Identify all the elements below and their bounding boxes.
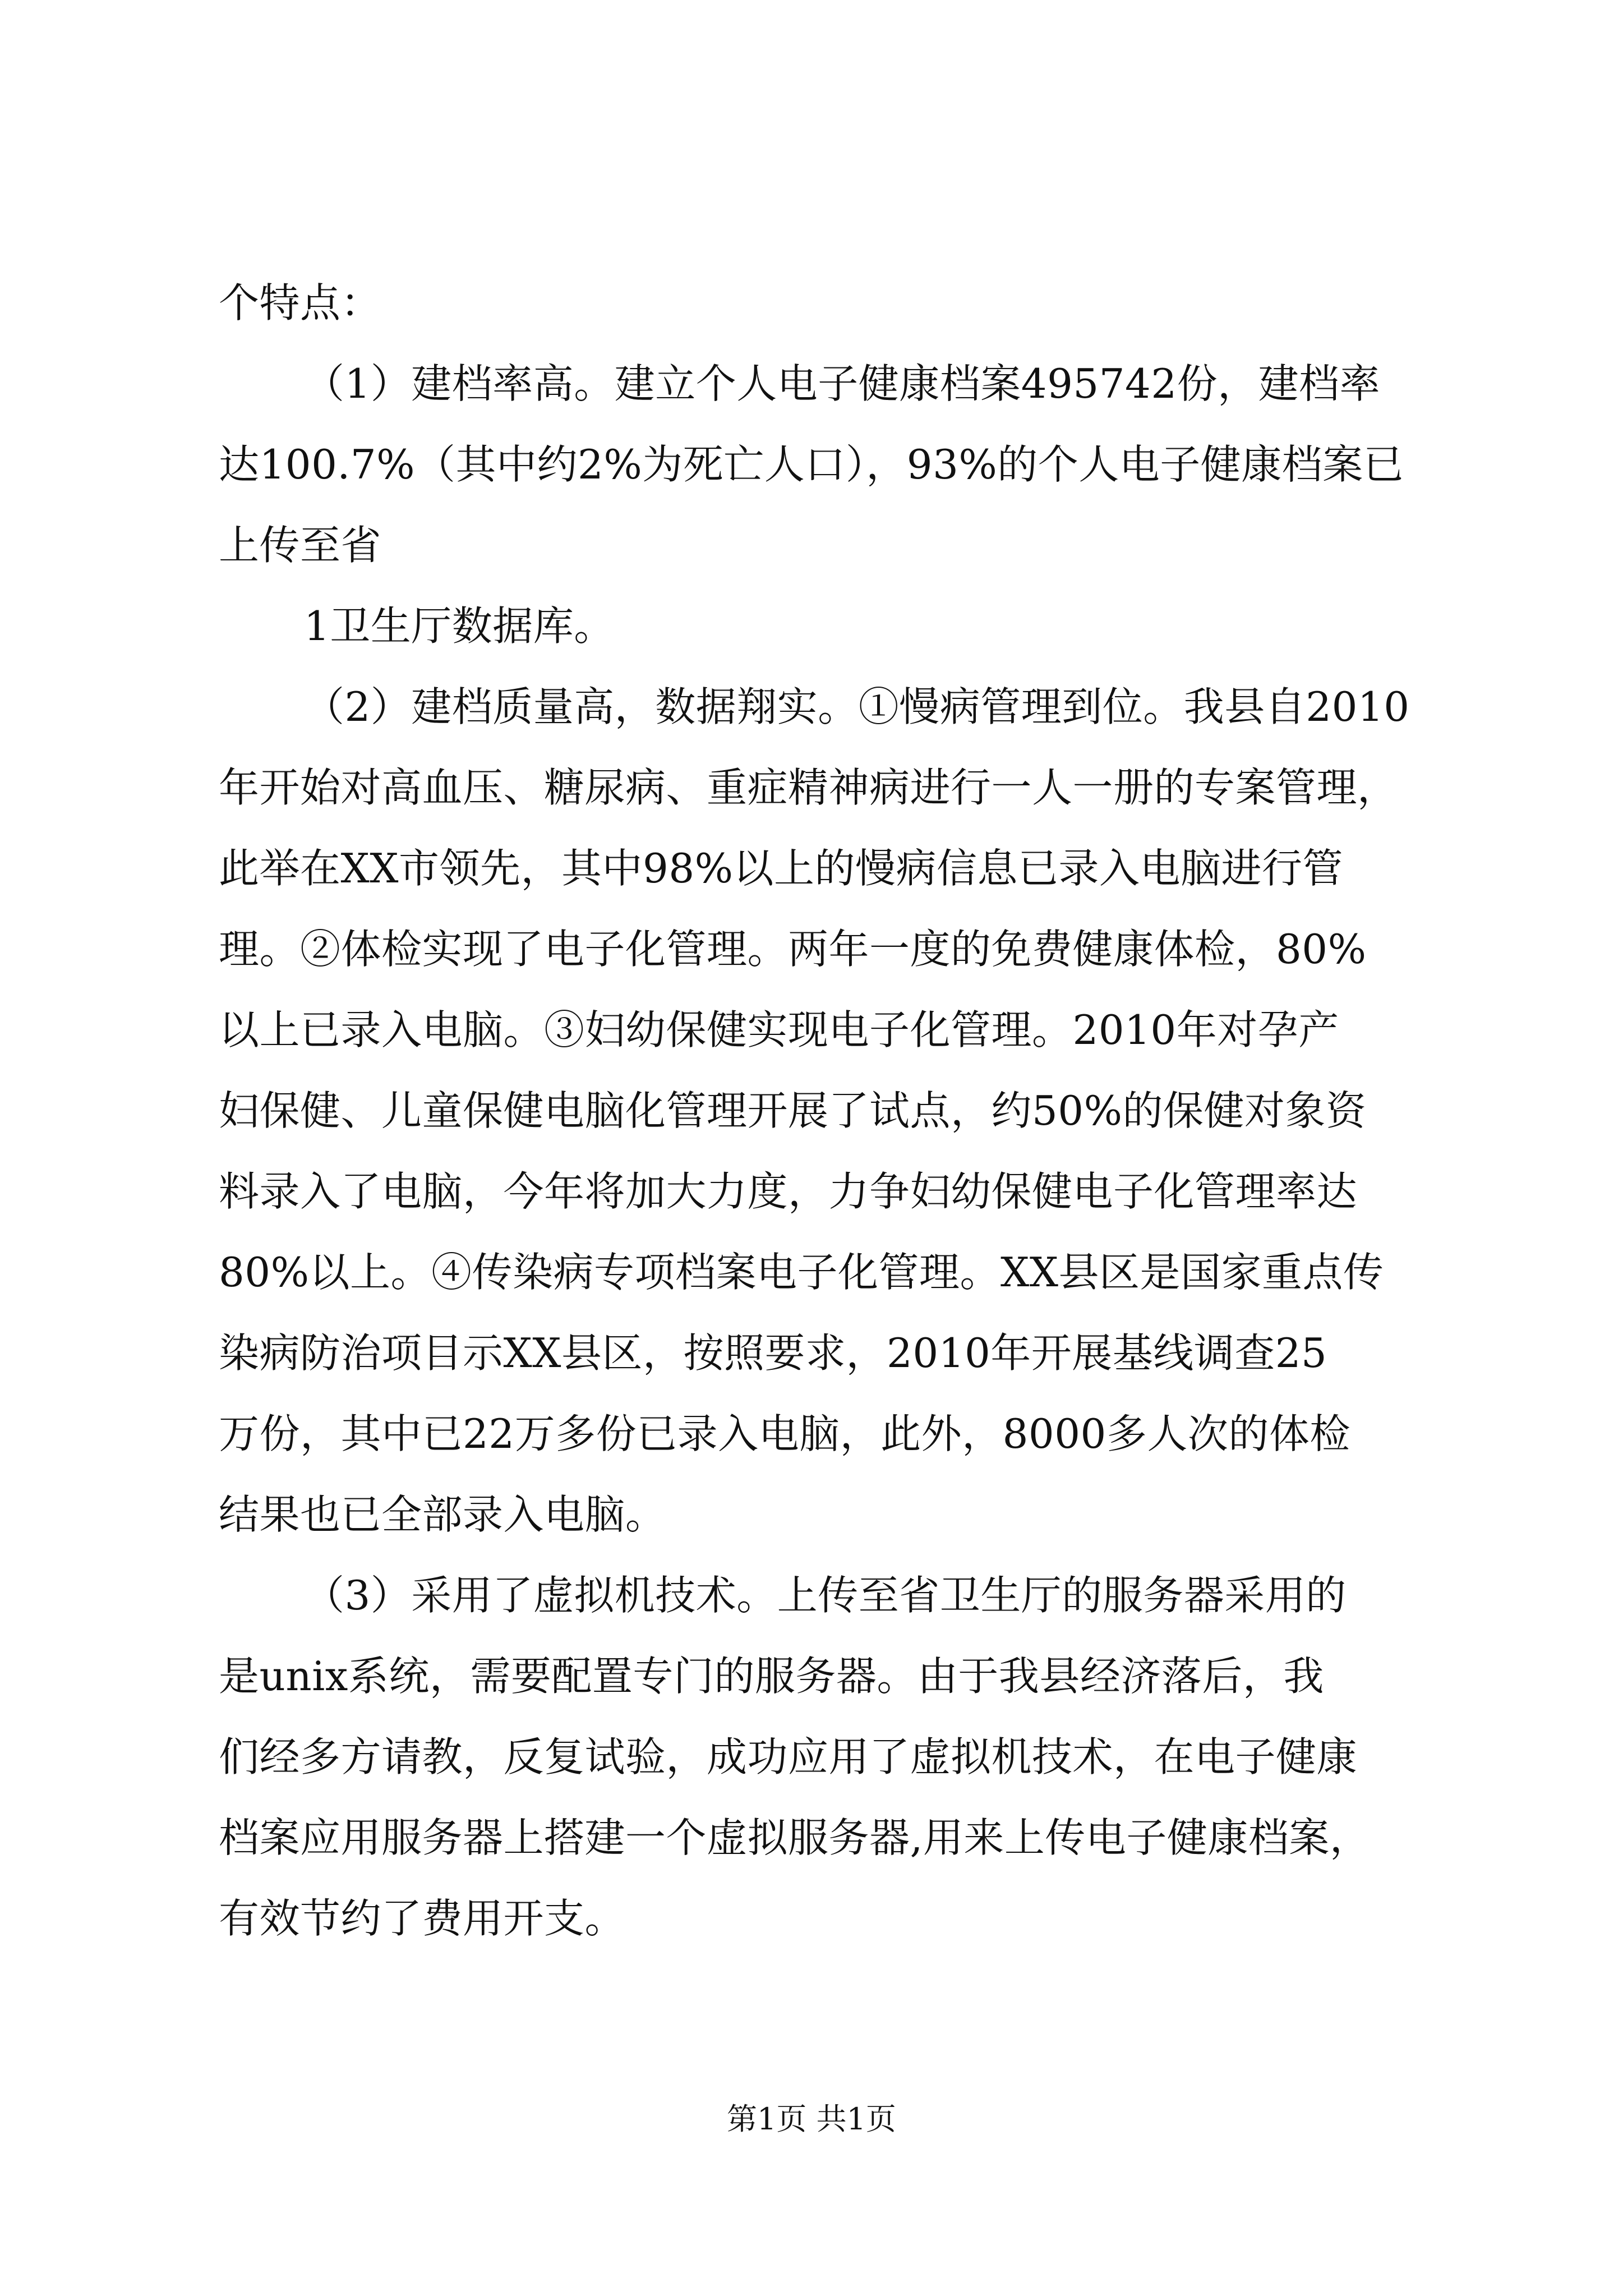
text-line: 染病防治项目示XX县区，按照要求，2010年开展基线调查25 <box>219 1329 1327 1377</box>
document-body <box>219 263 1427 1959</box>
text-line: 们经多方请教，反复试验，成功应用了虚拟机技术，在电子健康 <box>219 1733 1358 1780</box>
text-line: 料录入了电脑，今年将加大力度，力争妇幼保健电子化管理率达 <box>219 1168 1358 1215</box>
text-line: 此举在XX市领先，其中98%以上的慢病信息已录入电脑进行管 <box>219 845 1344 892</box>
text-line: 是unix系统，需要配置专门的服务器。由于我县经济落后，我 <box>219 1653 1324 1700</box>
text-line: 妇保健、儿童保健电脑化管理开展了试点，约50%的保健对象资 <box>219 1087 1367 1134</box>
text-line: 个特点： <box>219 279 382 326</box>
text-line: 结果也已全部录入电脑。 <box>219 1491 666 1538</box>
page-footer: 第1页 共1页 <box>727 2101 896 2137</box>
text-line: （3）采用了虚拟机技术。上传至省卫生厅的服务器采用的 <box>304 1572 1347 1619</box>
text-line: 1卫生厅数据库。 <box>304 602 615 650</box>
text-line: 达100.7%（其中约2%为死亡人口），93%的个人电子健康档案已 <box>219 441 1404 488</box>
text-line: 上传至省 <box>219 522 382 569</box>
text-line: 80%以上。④传染病专项档案电子化管理。XX县区是国家重点传 <box>219 1249 1384 1296</box>
text-line: （1）建档率高。建立个人电子健康档案495742份，建档率 <box>304 360 1381 407</box>
text-line: 以上已录入电脑。③妇幼保健实现电子化管理。2010年对孕产 <box>219 1006 1339 1053</box>
text-line: 理。②体检实现了电子化管理。两年一度的免费健康体检，80% <box>219 926 1367 973</box>
text-line: 有效节约了费用开支。 <box>219 1895 626 1942</box>
text-line: 万份，其中已22万多份已录入电脑，此外，8000多人次的体检 <box>219 1410 1350 1457</box>
text-line: 年开始对高血压、糖尿病、重症精神病进行一人一册的专案管理， <box>219 764 1398 811</box>
text-line: 档案应用服务器上搭建一个虚拟服务器,用来上传电子健康档案， <box>219 1814 1371 1861</box>
text-line: （2）建档质量高，数据翔实。①慢病管理到位。我县自2010 <box>304 683 1410 730</box>
